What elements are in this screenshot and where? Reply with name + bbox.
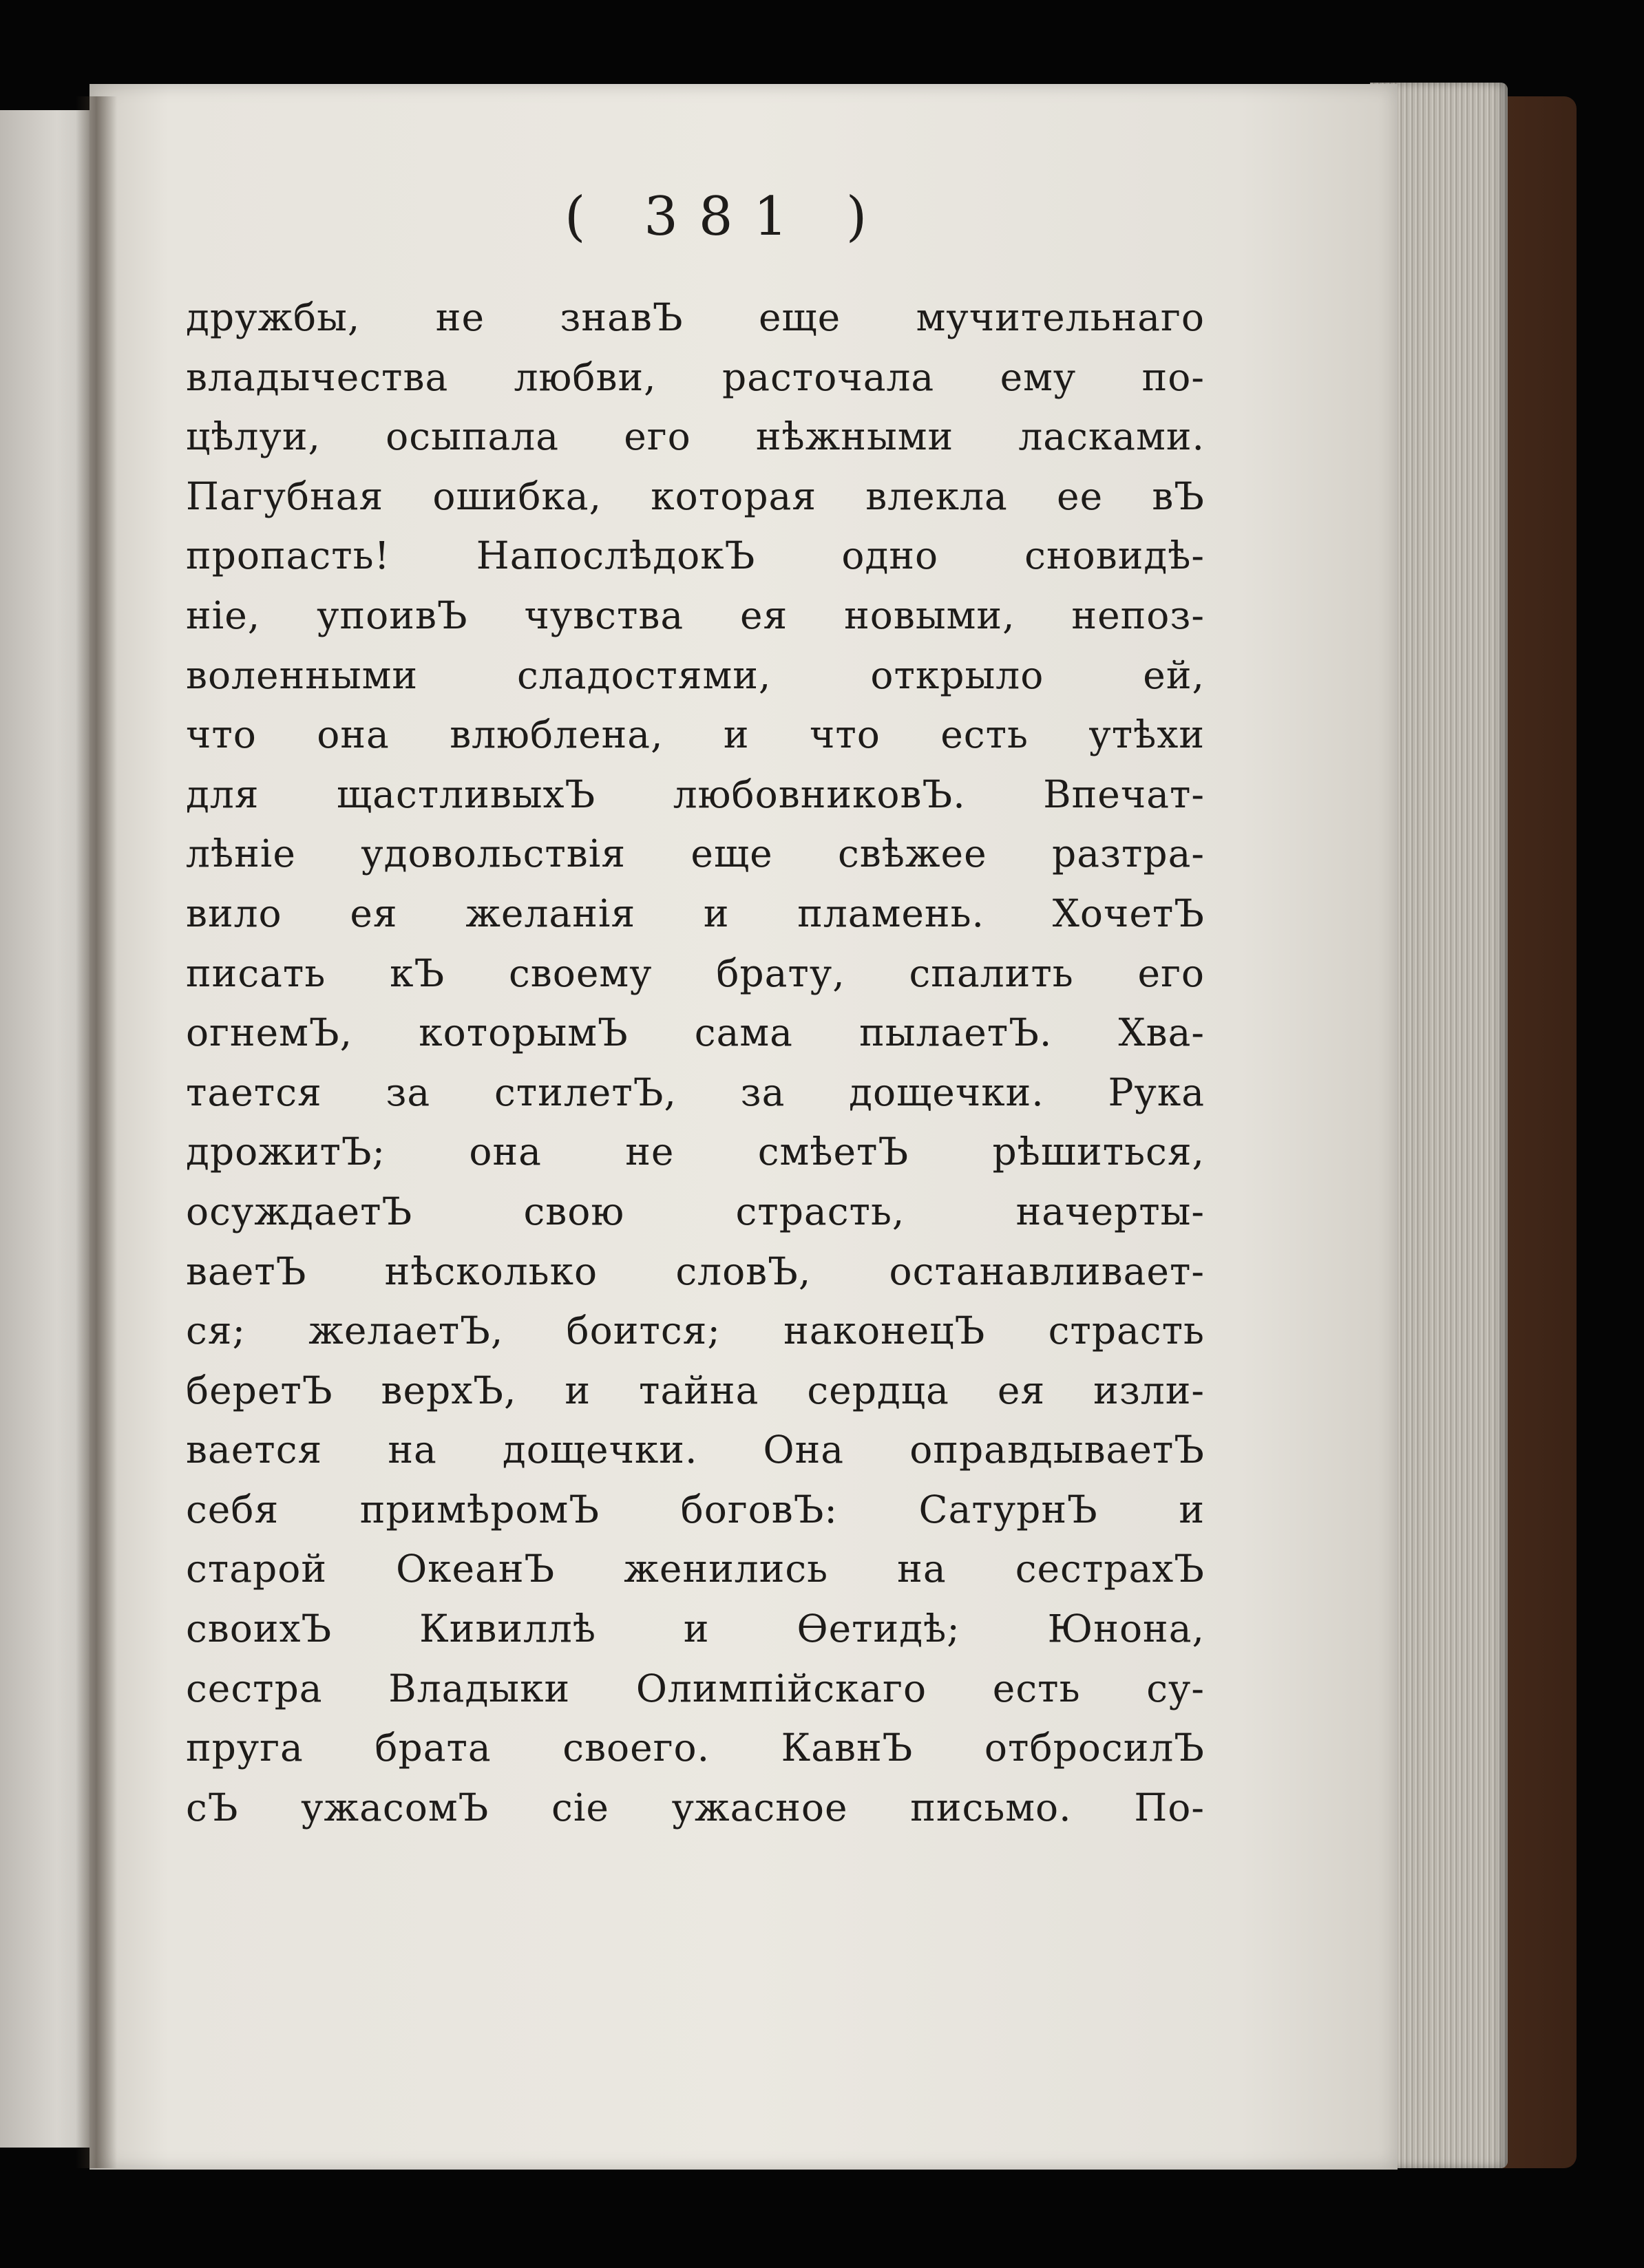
text-line: лѣніе удовольствія еще свѣжее разтра- [186,831,1205,876]
text-line: сестра Владыки Олимпійскаго есть су- [186,1666,1205,1710]
text-line: что она влюблена, и что есть утѣхи [186,712,1205,757]
text-line: ніе, упоивЪ чувства ея новыми, непоз- [186,593,1205,637]
text-line: старой ОкеанЪ женились на сестрахЪ [186,1547,1205,1591]
text-line: огнемЪ, которымЪ сама пылаетЪ. Хва- [186,1010,1205,1055]
text-line: воленными сладостями, открыло ей, [186,653,1205,697]
text-line: сЪ ужасомЪ сіе ужасное письмо. По- [186,1785,1205,1830]
text-line: для щастливыхЪ любовниковЪ. Впечат- [186,772,1205,816]
body-text [186,288,1205,1837]
text-line: своихЪ Кивиллѣ и Ѳетидѣ; Юнона, [186,1607,1205,1651]
text-line: себя примѣромЪ боговЪ: СатурнЪ и [186,1487,1205,1532]
page-number: ( 381 ) [565,186,888,248]
text-line: беретЪ верхЪ, и тайна сердца ея изли- [186,1368,1205,1412]
text-line: цѣлуи, осыпала его нѣжными ласками. [186,414,1205,459]
text-line: ся; желаетЪ, боится; наконецЪ страсть [186,1308,1205,1353]
text-line: владычества любви, расточала ему по- [186,354,1205,399]
text-line: вается на дощечки. Она оправдываетЪ [186,1428,1205,1472]
text-line: дружбы, не знавЪ еще мучительнаго [186,295,1205,339]
text-line: осуждаетЪ свою страсть, начерты- [186,1189,1205,1233]
text-line: ваетЪ нѣсколько словЪ, останавливает- [186,1249,1205,1293]
text-line: тается за стилетЪ, за дощечки. Рука [186,1070,1205,1114]
text-line: вило ея желанія и пламень. ХочетЪ [186,891,1205,935]
text-line: Пагубная ошибка, которая влекла ее вЪ [186,474,1205,518]
text-line: пропасть! НапослѣдокЪ одно сновидѣ- [186,533,1205,578]
text-line: пруга брата своего. КавнЪ отбросилЪ [186,1726,1205,1770]
text-line: дрожитЪ; она не смѣетЪ рѣшиться, [186,1130,1205,1174]
text-line: писать кЪ своему брату, спалить его [186,951,1205,995]
book-gutter [76,96,117,2168]
